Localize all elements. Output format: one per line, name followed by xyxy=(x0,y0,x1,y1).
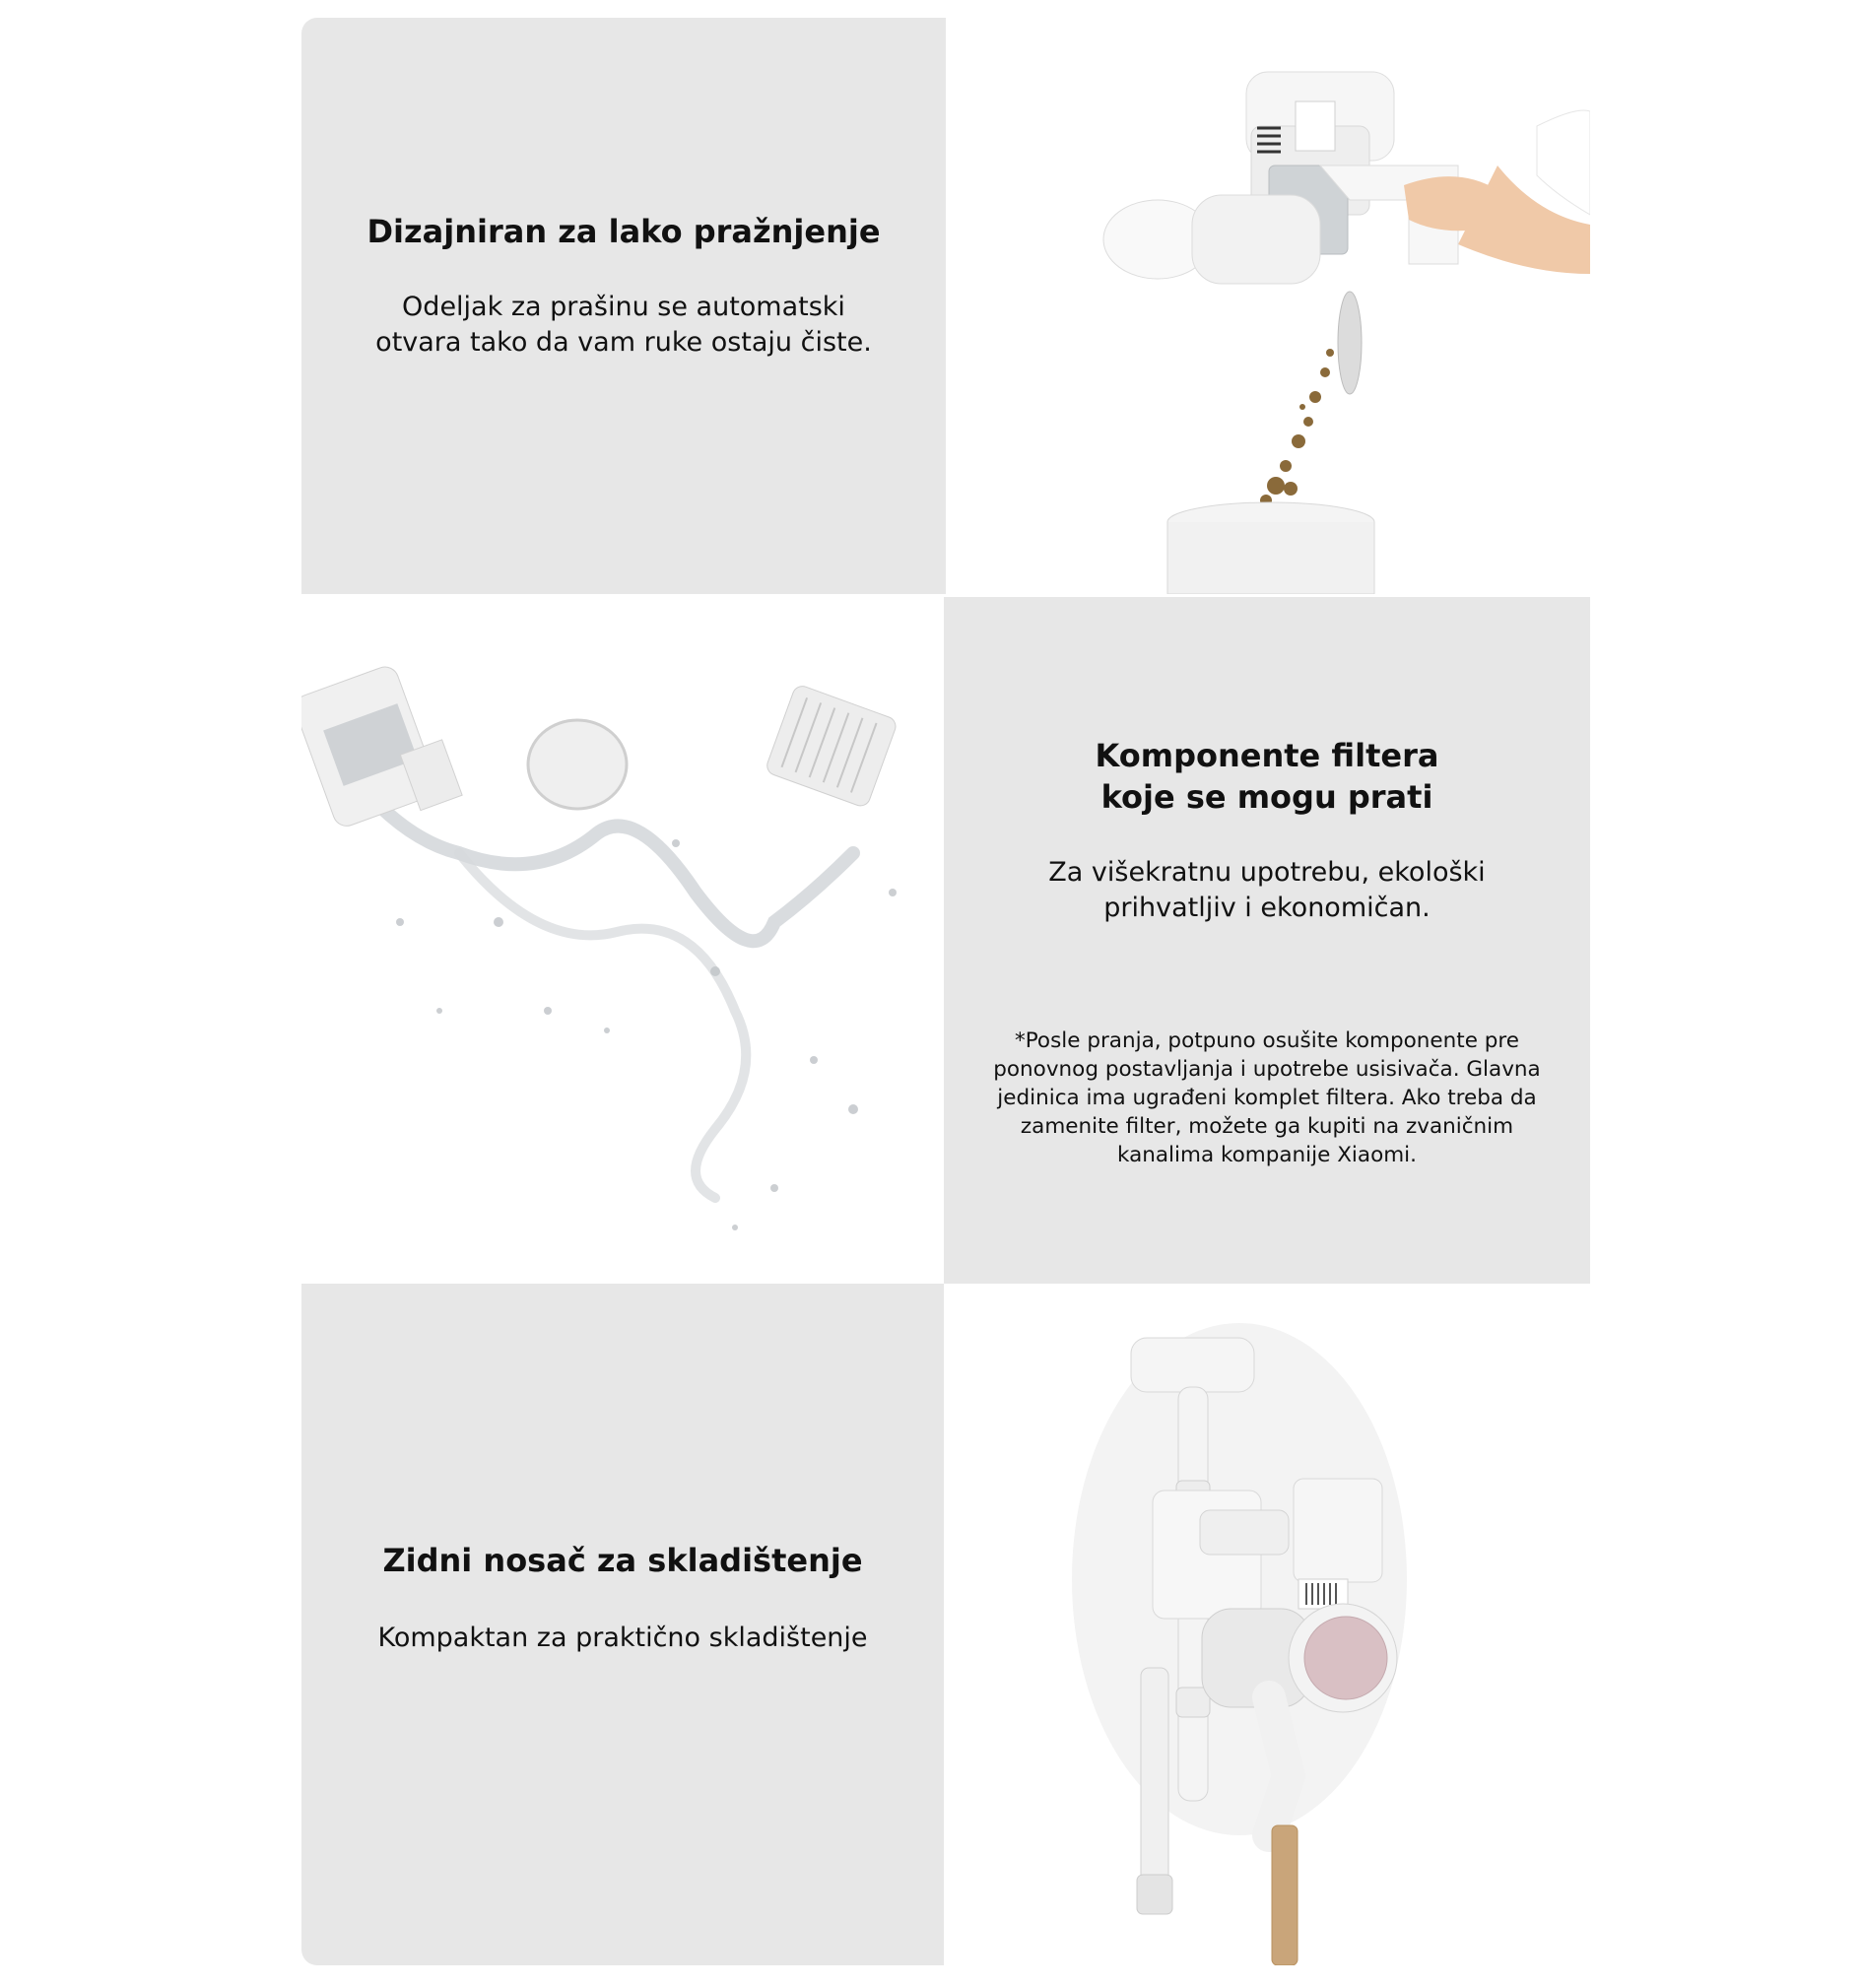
section-emptying-image xyxy=(946,18,1590,594)
section-wall-mount-body: Kompaktan za praktično skladištenje xyxy=(377,1623,868,1653)
section-filter-note: *Posle pranja, potpuno osušite komponente pre ponovnog postavljanja i upotrebe usisivača. Glavna jedinica ima ugrađeni komplet filtera. Ako treba da zamenite filter, možete ga kupiti na zvaničnim kanalima kompanije Xiaomi. xyxy=(993,1028,1541,1167)
section-filter-text-panel xyxy=(944,597,1590,1284)
section-filter-heading: Komponente filtera koje se mogu prati xyxy=(1095,737,1439,816)
section-wall-mount-heading: Zidni nosač za skladištenje xyxy=(382,1542,863,1579)
section-emptying-text-panel xyxy=(301,18,946,594)
wall-mounted-vacuum-photo-icon xyxy=(944,1284,1590,1965)
section-filter-body: Za višekratnu upotrebu, ekološki prihvatljiv i ekonomičan. xyxy=(1048,857,1486,923)
section-filter-image xyxy=(301,597,944,1284)
washable-filter-splash-photo-icon xyxy=(301,597,944,1284)
section-emptying-body: Odeljak za prašinu se automatski otvara tako da vam ruke ostaju čiste. xyxy=(375,292,872,358)
section-emptying-heading: Dizajniran za lako pražnjenje xyxy=(366,213,881,250)
section-wall-mount-image xyxy=(944,1284,1590,1965)
vacuum-emptying-photo-icon xyxy=(946,18,1590,594)
section-wall-mount-text-panel xyxy=(301,1284,944,1965)
